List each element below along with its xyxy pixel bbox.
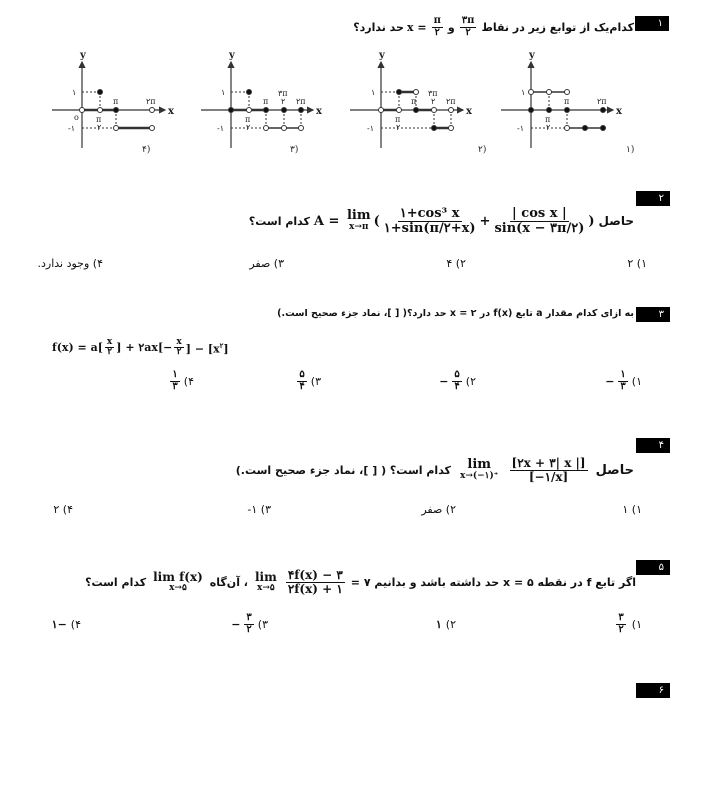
svg-text:π: π bbox=[545, 115, 551, 124]
stem-a: اگر تابع f در نقطه ۵ = x حد داشته باشد و بدانیم ۷ = bbox=[350, 576, 636, 589]
option-2[interactable]: ۲) $\frac{۵}{۴}$ − bbox=[439, 369, 476, 392]
svg-text:y: y bbox=[379, 50, 385, 61]
question-2-stem bbox=[249, 196, 634, 246]
question-number-badge: ۲ bbox=[636, 191, 670, 206]
svg-text:π: π bbox=[113, 97, 119, 106]
stem-end: کدام است؟ ( [ ]، نماد جزء صحیح است.) bbox=[235, 463, 451, 477]
stem-start: حاصل bbox=[595, 462, 634, 478]
option-4[interactable]: ۴) وجود ندارد. bbox=[37, 257, 103, 270]
option-1[interactable]: ۱) $\frac{۱}{۳}$ − bbox=[605, 369, 642, 392]
option-2[interactable]: ۲) صفر bbox=[421, 503, 456, 516]
stem-b: ، آن‌گاه bbox=[209, 576, 248, 589]
svg-text:۲: ۲ bbox=[246, 123, 251, 132]
option-1[interactable]: ۱) ۲ bbox=[627, 257, 647, 270]
svg-text:π: π bbox=[411, 97, 417, 106]
question-5-stem bbox=[85, 560, 636, 605]
svg-text:۱: ۱ bbox=[221, 88, 226, 97]
option-3[interactable]: ۳) $\frac{۳}{۲}$ − bbox=[231, 612, 268, 635]
lim-operator-1: lim x→۵ bbox=[254, 569, 277, 594]
svg-text:۲): ۲) bbox=[478, 145, 487, 155]
option-1[interactable]: ۱) ۱ bbox=[622, 503, 642, 516]
option-4[interactable]: ۴) ۲ bbox=[53, 503, 73, 516]
x-equals: = x bbox=[406, 20, 427, 34]
option-3[interactable]: ۳) صفر bbox=[249, 257, 284, 270]
fraction-3pi-2: $\frac{۳\pi}{۲}$ bbox=[461, 15, 475, 38]
question-number-badge: ۴ bbox=[636, 438, 670, 453]
svg-text:o: o bbox=[74, 113, 79, 122]
svg-text:y: y bbox=[80, 50, 86, 61]
svg-text:۲: ۲ bbox=[431, 97, 436, 106]
option-4[interactable]: ۴) −۱ bbox=[51, 618, 81, 631]
svg-text:۱: ۱ bbox=[72, 88, 77, 97]
lim-operator-2: lim f(x) x→۵ bbox=[153, 569, 203, 594]
function-formula: f(x) = a[ $\frac{x}{۲}$ ] + ۲ax[− $\frac{x}{۲}$ ] − $[x^۲]$ bbox=[52, 337, 229, 358]
svg-text:۴): ۴) bbox=[142, 145, 151, 155]
svg-text:۳): ۳) bbox=[290, 145, 299, 155]
svg-text:y: y bbox=[229, 50, 235, 61]
fraction-pi-2: $\frac{\pi}{۲}$ bbox=[433, 15, 441, 38]
question-number-badge: ۱ bbox=[635, 16, 669, 31]
question-3-stem: به ازای کدام مقدار a تابع f(x) در ۲ = x حد دارد؟( [ ]، نماد جزء صحیح است.) bbox=[277, 308, 634, 319]
svg-text:۲π: ۲π bbox=[146, 97, 156, 106]
svg-text:-۱: -۱ bbox=[517, 124, 524, 133]
limit-fraction: $\frac{۴f(x) - ۳}{۲f(x) + ۱}$ bbox=[287, 568, 343, 596]
svg-text:x: x bbox=[316, 106, 322, 117]
option-3[interactable]: ۳) ۱- bbox=[247, 503, 271, 516]
connector: و bbox=[447, 20, 455, 34]
question-number-badge: ۳ bbox=[636, 307, 670, 322]
question-1-graphs bbox=[0, 40, 721, 160]
svg-text:۲π: ۲π bbox=[597, 97, 607, 106]
svg-text:۱: ۱ bbox=[371, 88, 376, 97]
svg-text:-۱: -۱ bbox=[217, 124, 224, 133]
svg-text:۲: ۲ bbox=[396, 123, 401, 132]
svg-text:π: π bbox=[564, 97, 570, 106]
stem-c: کدام است؟ bbox=[85, 576, 147, 589]
svg-text:۲π: ۲π bbox=[296, 97, 306, 106]
option-1[interactable]: ۱) $\frac{۳}{۲}$ bbox=[618, 612, 642, 635]
option-3[interactable]: ۳) $\frac{۵}{۴}$ bbox=[299, 369, 321, 392]
svg-text:π: π bbox=[395, 115, 401, 124]
stem-text: کدام‌یک از توابع زیر در نقاط bbox=[481, 20, 634, 34]
svg-text:π: π bbox=[96, 115, 102, 124]
limit-expression: A = lim x→π ( $\frac{\text{۱+cos³ x}}{۱+\sin(\pi/۲+x)}$ + $\frac{\text{| cos x |}}{\sin(x - ۳\pi/۲)}$ ) bbox=[313, 205, 595, 236]
stem-tail: حد ندارد؟ bbox=[353, 20, 404, 34]
svg-text:۲π: ۲π bbox=[446, 97, 456, 106]
stem-start: حاصل bbox=[598, 214, 634, 228]
stem-end: کدام است؟ bbox=[248, 214, 310, 228]
question-number-badge: ۵ bbox=[636, 560, 670, 575]
svg-text:π: π bbox=[263, 97, 269, 106]
svg-text:۲: ۲ bbox=[281, 97, 286, 106]
svg-text:-۱: -۱ bbox=[68, 124, 75, 133]
svg-text:۱: ۱ bbox=[521, 88, 526, 97]
svg-text:۳π: ۳π bbox=[428, 89, 438, 98]
svg-text:π: π bbox=[245, 115, 251, 124]
option-2[interactable]: ۲) ۱ bbox=[435, 618, 456, 631]
svg-text:۱): ۱) bbox=[626, 145, 635, 155]
svg-text:۳π: ۳π bbox=[278, 89, 288, 98]
lim-operator: lim x→(−۱)⁺ bbox=[459, 456, 499, 482]
svg-text:۲: ۲ bbox=[97, 123, 102, 132]
fraction-2: $\frac{\text{| cos x |}}{\sin(x - ۳\pi/۲)}$ bbox=[494, 205, 585, 236]
limit-fraction: $\frac{[۲x + ۳| x |]}{[-۱/x]}$ bbox=[511, 455, 586, 484]
svg-text:۲: ۲ bbox=[546, 123, 551, 132]
question-number-badge: ۶ bbox=[636, 683, 670, 698]
question-1-stem bbox=[353, 14, 634, 40]
svg-text:x: x bbox=[168, 106, 174, 117]
svg-text:x: x bbox=[616, 106, 622, 117]
option-2[interactable]: ۲) ۴ bbox=[446, 257, 466, 270]
svg-text:-۱: -۱ bbox=[367, 124, 374, 133]
lim-operator: lim x→π bbox=[346, 207, 371, 233]
fraction-1: $\frac{\text{۱+cos³ x}}{۱+\sin(\pi/۲+x)}$ bbox=[383, 205, 476, 236]
question-4-stem bbox=[236, 440, 634, 500]
option-4[interactable]: ۴) $\frac{۱}{۳}$ bbox=[172, 369, 194, 392]
svg-text:x: x bbox=[466, 106, 472, 117]
svg-text:y: y bbox=[529, 50, 535, 61]
